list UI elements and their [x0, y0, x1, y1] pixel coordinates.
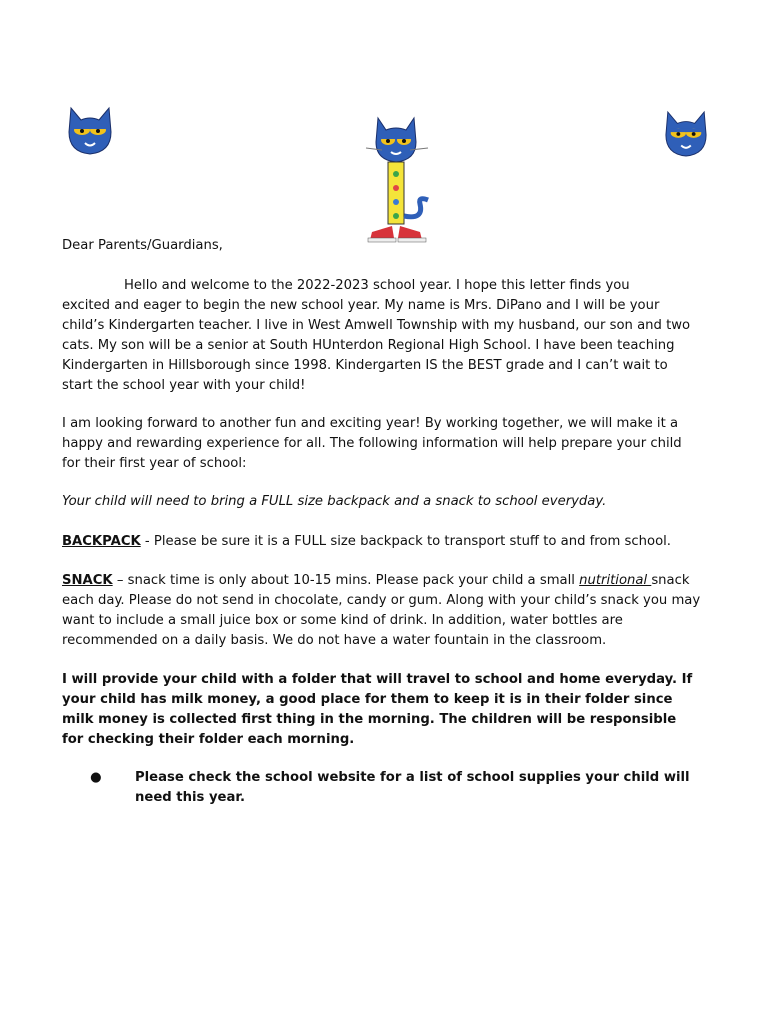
- supplies-bullet: [62, 768, 702, 808]
- backpack-paragraph: [62, 532, 702, 552]
- salutation: Dear Parents/Guardians,: [62, 238, 223, 253]
- snack-paragraph: [62, 571, 702, 651]
- snack-text-a: – snack time is only about 10-15 mins. Please pack your child a small: [112, 573, 580, 588]
- welcome-body: excited and eager to begin the new school year. My name is Mrs. DiPano and I will be your child’s Kindergarten teacher. I live in West Amwell Township with my husband, our son and two cats. My son will be a senior at South HUnterdon Regional High School. I have been teaching Kindergarten in Hillsborough since 1998. Kindergarten IS the BEST grade and I can’t wait to start the school year with your child!: [62, 298, 691, 393]
- backpack-text: - Please be sure it is a FULL size backpack to transport stuff to and from school.: [140, 534, 671, 549]
- requirements-note: Your child will need to bring a FULL size backpack and a snack to school everyday.: [62, 494, 607, 509]
- snack-text-b: snack each day. Please do not send in chocolate, candy or gum. Along with your child’s snack you may want to include a small juice box or some kind of drink. In addition, water bottles are recommended on a daily basis. We do not have a water fountain in the classroom.: [62, 573, 701, 648]
- cat-head-icon-right: [664, 110, 708, 158]
- welcome-paragraph: [62, 276, 702, 396]
- bullet-text: Please check the school website for a list of school supplies your child will need this year.: [135, 770, 690, 805]
- cat-figure-icon: [362, 116, 436, 246]
- bullet-dot: ●: [90, 770, 102, 785]
- intro-paragraph: I am looking forward to another fun and exciting year! By working together, we will make it a happy and rewarding experience for all. The following information will help prepare your child for their first year of school:: [62, 416, 682, 471]
- snack-emphasis: nutritional: [579, 573, 652, 588]
- backpack-label: BACKPACK: [62, 534, 141, 549]
- cat-head-icon-left: [67, 106, 113, 156]
- welcome-first-line: Hello and welcome to the 2022-2023 school year. I hope this letter finds you: [124, 278, 630, 293]
- snack-label: SNACK: [62, 573, 113, 588]
- folder-paragraph: I will provide your child with a folder that will travel to school and home everyday. If your child has milk money, a good place for them to keep it is in their folder since milk money is collected first thing in the morning. The children will be responsible for checking their folder each morning.: [62, 672, 693, 747]
